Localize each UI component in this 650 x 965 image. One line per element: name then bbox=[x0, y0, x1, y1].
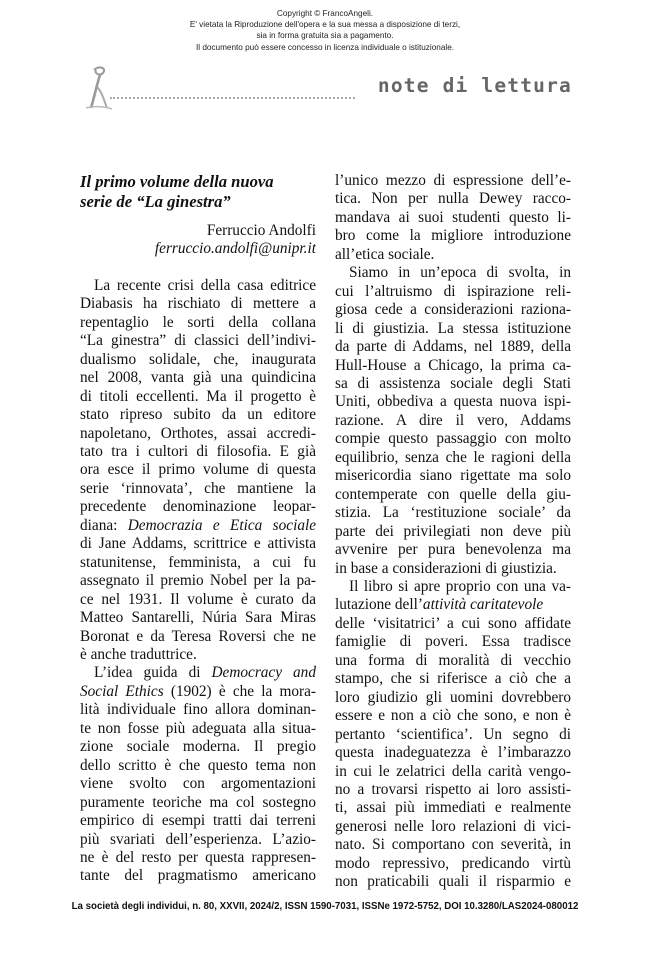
book-title-italian: Democrazia e Etica sociale bbox=[127, 516, 316, 534]
text-line: giosa cede a considerazioni raziona- bbox=[335, 301, 571, 319]
article-title-line: Il primo volume della nuova bbox=[80, 172, 274, 191]
text-line: nel 2008, vanta già una quindicina bbox=[80, 369, 316, 387]
italic-phrase: attività caritatevole bbox=[422, 596, 544, 614]
article-title-line: serie de “La ginestra” bbox=[80, 192, 231, 211]
text-line: all’etica sociale. bbox=[335, 245, 435, 263]
author-block bbox=[80, 222, 316, 259]
text-line: modo repressivo, predicando virtù bbox=[335, 854, 571, 872]
text-line: viene svolto con argomentazioni bbox=[80, 775, 316, 793]
text-line: precedente denominazione leopar- bbox=[80, 498, 316, 516]
text-line: La recente crisi della casa editrice bbox=[94, 276, 316, 294]
text-line: delle ‘visitatrici’ a cui sono affidate bbox=[335, 614, 571, 632]
text-line: Uniti, obbediva a questa nuova ispi- bbox=[335, 393, 571, 411]
text-line: pertanto ‘scientifica’. Un segno di bbox=[335, 725, 571, 743]
article-title bbox=[80, 172, 316, 212]
text-line: statunitense, femminista, a cui fu bbox=[80, 553, 316, 571]
text-line: ti, assai più immediati e realmente bbox=[335, 799, 571, 817]
text-line: ora esce il primo volume di questa bbox=[80, 461, 316, 479]
text-line: stato ripreso subito da un editore bbox=[80, 406, 316, 424]
text-line: stizia. La ‘restituzione sociale’ da bbox=[335, 504, 571, 522]
text-line: serie ‘rinnovata’, che mantiene la bbox=[80, 479, 316, 497]
text-line: Siamo in un’epoca di svolta, in bbox=[349, 264, 571, 282]
text-line: puramente teoriche ma col sostegno bbox=[80, 793, 316, 811]
text-line: contemperate con quelle della giu- bbox=[335, 485, 571, 503]
text-line: lità individuale fino allora dominan- bbox=[80, 701, 316, 719]
text-line: equilibrio, senza che le ragioni della bbox=[335, 448, 571, 466]
text-line: “La ginestra” di classici dell’indivi- bbox=[80, 332, 316, 350]
text-line: razione. A dire il vero, Addams bbox=[335, 411, 571, 429]
text-line: napoletano, Orthotes, assai accredi- bbox=[80, 424, 316, 442]
text-line: più svariati dell’esperienza. L’azio- bbox=[80, 830, 316, 848]
text-line: ne è del resto per questa rappresen- bbox=[80, 848, 316, 866]
text-line: in cui le zelatrici della carità vengo- bbox=[335, 762, 571, 780]
text-line: tica. Non per nulla Dewey racco- bbox=[335, 190, 571, 208]
text-line: compie questo passaggio con molto bbox=[335, 430, 571, 448]
book-title-english: Democracy and bbox=[211, 664, 316, 682]
text-line: cui l’altruismo di ispirazione reli- bbox=[335, 282, 571, 300]
text-line: tante del pragmatismo americano bbox=[80, 867, 316, 885]
left-body-text bbox=[80, 277, 316, 886]
text-line: in base a considerazioni di giustizia. bbox=[335, 559, 557, 577]
header-dotted-rule bbox=[110, 97, 355, 99]
copyright-line: sia in forma gratuita sia a pagamento. bbox=[256, 31, 394, 41]
copyright-line: Copyright © FrancoAngeli. bbox=[276, 9, 374, 18]
text-line: bro come la migliore introduzione bbox=[335, 227, 571, 245]
author-email: ferruccio.andolfi@unipr.it bbox=[154, 240, 316, 258]
text-line: essere e non a ciò che sono, e non è bbox=[335, 707, 571, 725]
text-line: L’idea guida di Democracy and bbox=[94, 664, 316, 682]
author-name: Ferruccio Andolfi bbox=[206, 222, 316, 239]
text-line: li di giustizia. La stessa istituzione bbox=[335, 319, 571, 337]
text-line: sa di assistenza sociale degli Stati bbox=[335, 374, 571, 392]
text-line: di titoli eccellenti. Ma il progetto è bbox=[80, 387, 316, 405]
text-line: da parte di Addams, nel 1889, della bbox=[335, 338, 571, 356]
text-line: dello scritto è che questo tema non bbox=[80, 756, 316, 774]
text-line: diana: Democrazia e Etica sociale bbox=[80, 516, 316, 534]
book-title-english: Social Ethics bbox=[80, 682, 164, 700]
text-line: nato. Si comportano con severità, in bbox=[335, 836, 571, 854]
copyright-notice bbox=[0, 8, 650, 53]
text-line: una forma di moralità di vecchio bbox=[335, 651, 571, 669]
text-line: Boronat e da Teresa Roversi che ne bbox=[80, 627, 316, 645]
text-line: tato tra i cultori di filosofia. E già bbox=[80, 442, 316, 460]
text-line: Diabasis ha rischiato di mettere a bbox=[80, 295, 316, 313]
text-line: dualismo solidale, che, inaugurata bbox=[80, 350, 316, 368]
text-line: avvenire per pura benevolenza ma bbox=[335, 541, 571, 559]
text-line: non praticabili quali il risparmio e bbox=[335, 873, 571, 891]
text-line: Hull-House a Chicago, la prima ca- bbox=[335, 356, 571, 374]
text-line: misericordia siano rigettate ma solo bbox=[335, 467, 571, 485]
text-line: Matteo Santarelli, Núria Sara Miras bbox=[80, 609, 316, 627]
text-line: l’unico mezzo di espressione dell’e- bbox=[335, 172, 571, 189]
copyright-line: Il documento può essere concesso in licenza individuale o istituzionale. bbox=[195, 42, 455, 52]
text-line: ce nel 1931. Il volume è curato da bbox=[80, 590, 316, 608]
text-line: te non fosse più adeguata alla situa- bbox=[80, 719, 316, 737]
journal-citation-footer: La società degli individui, n. 80, XXVII, 2024/2, ISSN 1590-7031, ISSNe 1972-5752, DOI 10.3280/LAS2024-080012 bbox=[71, 901, 579, 912]
text-line: generosi nelle loro relazioni di vici- bbox=[335, 817, 571, 835]
text-line: Social Ethics (1902) è che la mora- bbox=[80, 682, 316, 700]
text-line: zione sociale moderna. Il pregio bbox=[80, 738, 316, 756]
section-title: note di lettura bbox=[377, 74, 572, 97]
text-line: mandava ai suoi studenti questo li- bbox=[335, 208, 571, 226]
text-line: stampo, che si riferisce a ciò che a bbox=[335, 670, 571, 688]
text-line: parte dei privilegiati non deve più bbox=[335, 522, 571, 540]
text-line: loro giudizio gli uomini dovrebbero bbox=[335, 688, 571, 706]
copyright-line: E' vietata la Riproduzione dell'opera e la sua messa a disposizione di terzi, bbox=[189, 20, 461, 30]
right-column bbox=[335, 172, 571, 892]
text-line: è anche traduttrice. bbox=[80, 645, 197, 663]
left-column bbox=[80, 172, 316, 886]
text-line: assegnato il premio Nobel per la pa- bbox=[80, 572, 316, 590]
text-line: di Jane Addams, scrittrice e attivista bbox=[80, 535, 316, 553]
text-line: empirico di esempi tratti dai terreni bbox=[80, 812, 316, 830]
journal-logo-icon bbox=[82, 64, 116, 114]
text-line: questa inadeguatezza è l’imbarazzo bbox=[335, 744, 571, 762]
text-line: Il libro si apre proprio con una va- bbox=[349, 577, 571, 595]
text-line: lutazione dell’attività caritatevole bbox=[335, 596, 544, 614]
text-line: no a trovarsi rispetto ai loro assisti- bbox=[335, 780, 571, 798]
text-line: repentaglio le sorti della collana bbox=[80, 313, 316, 331]
text-line: famiglie di poveri. Essa tradisce bbox=[335, 633, 571, 651]
